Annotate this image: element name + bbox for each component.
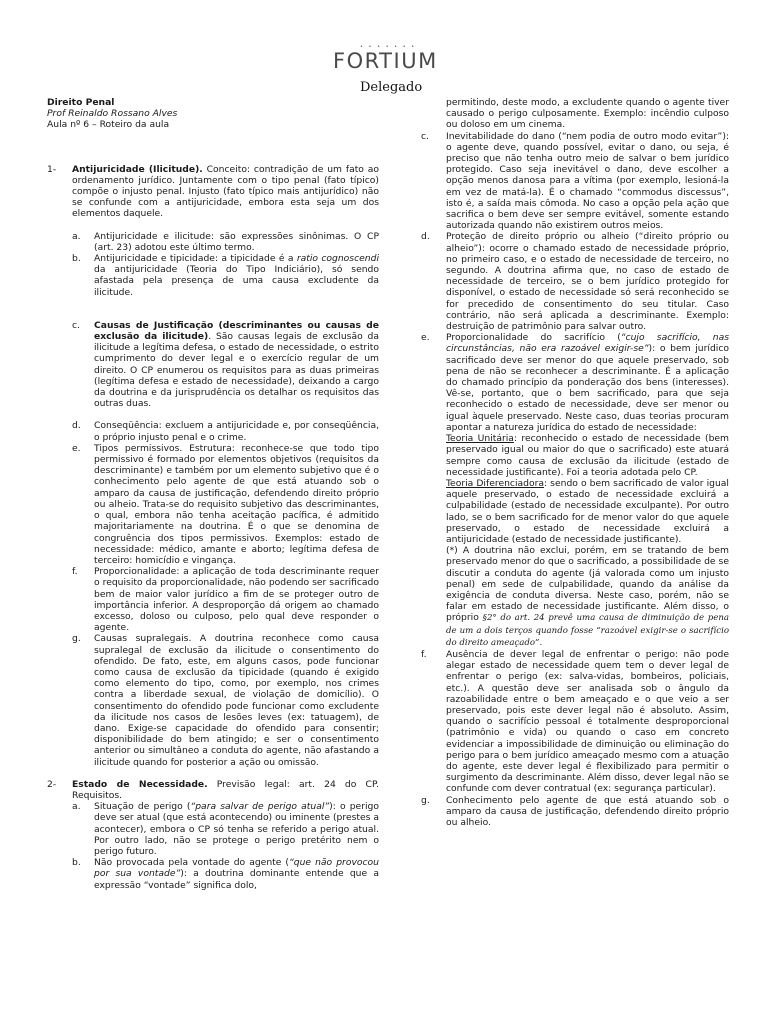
course-title: Direito Penal xyxy=(47,97,115,108)
item-letter: e. xyxy=(72,442,81,454)
text-part: Proporcionalidade do sacrifício ( xyxy=(446,332,621,344)
logo-tagline: • • • • • • • xyxy=(360,44,417,50)
left-column xyxy=(47,97,379,891)
theory-label: Teoria Unitária xyxy=(446,433,514,445)
note-text: (*) A doutrina não exclui, porém, em se tratando de bem preservado menor do que o sacrificado, a possibilidade de se discutir a conduta do agente (já valorada como um injusto penal) em sede de culpabilidade, quando da análise da exigência de conduta diversa. Neste caso, porém, não se falar em estado de necessidade justificante. Além disso, o próprio xyxy=(446,545,729,624)
text-bold: Causas de Justificação (descriminantes ou causas de exclusão da ilicitude) xyxy=(94,319,379,343)
list-item xyxy=(72,420,379,442)
item-letter: b. xyxy=(72,857,81,869)
item-text: Antijuricidade e ilicitude: são expressões sinônimas. O CP (art. 23) adotou este último termo. xyxy=(94,230,379,253)
item-letter: d. xyxy=(421,231,430,243)
list-item xyxy=(72,857,379,891)
item-text: Proteção de direito próprio ou alheio (“direito próprio ou alheio”): ocorre o chamado estado de necessidade próprio, no primeiro caso, e o estado de necessidade de terceiro, no segundo. A doutrina afirma que, no caso de estado de necessidade de terceiro, se o bem jurídico protegido for disponível, o estado de necessidade só será reconhecido se for precedido de consentimento do seu titular. Caso contrário, não será aplicada a descriminante. Exemplo: destruição de patrimônio para salvar outro. xyxy=(446,231,729,333)
text-part: Situação de perigo ( xyxy=(94,801,191,813)
item-letter: a. xyxy=(72,230,81,242)
item-letter: c. xyxy=(72,319,80,331)
item-letter: g. xyxy=(421,794,430,806)
list-item xyxy=(72,253,379,298)
list-item xyxy=(72,443,379,566)
section-title: Estado de Necessidade. xyxy=(72,778,208,790)
item-text xyxy=(94,857,379,891)
section-1 xyxy=(47,164,379,220)
theory-diferenciadora xyxy=(446,478,729,545)
text-part: da antijuricidade (Teoria do Tipo Indiciário), só sendo afastada pela presença de uma causa excludente da ilicitude. xyxy=(94,264,379,298)
item-letter: d. xyxy=(72,420,81,432)
text-italic: ratio cognoscendi xyxy=(296,253,379,265)
professor-name: Prof Reinaldo Rossano Alves xyxy=(47,108,178,120)
theory-text: : sendo o bem sacrificado de valor igual aquele preservado, o estado de necessidade excluirá a culpabilidade (estado de necessidade exculpante). Por outro lado, se o bem sacrificado for de menor valor do que aquele preservado, o estado de necessidade excluirá a antijuricidade (estado de necessidade justificante). xyxy=(446,477,729,545)
lesson-info: Aula nº 6 – Roteiro da aula xyxy=(47,119,170,131)
item-text: Conseqüência: excluem a antijuricidade e, por conseqüência, o próprio injusto penal e o crime. xyxy=(94,420,379,443)
document-subtitle: Delegado xyxy=(360,80,423,95)
text-part: Não provocada pela vontade do agente ( xyxy=(94,857,290,869)
fortium-logo: FORTIUM xyxy=(333,49,438,73)
item-letter: a. xyxy=(72,801,81,813)
item-letter: f. xyxy=(72,566,78,578)
theory-unitaria xyxy=(446,433,729,478)
text-part: ): o perigo deve ser atual (que está acontecendo) ou iminente (prestes a acontecer), embora o CP só tenha se referido a perigo atual. Por outro lado, não se protege o perigo pretérito nem o perigo futuro. xyxy=(94,801,379,857)
section-2 xyxy=(47,779,379,801)
list-item xyxy=(421,231,729,332)
list-item xyxy=(72,566,379,633)
item-letter: f. xyxy=(421,648,427,660)
item-letter: c. xyxy=(421,130,429,142)
text-italic: “cujo sacrifício, nas circunstâncias, não era razoável exigir-se” xyxy=(446,332,729,355)
list-item xyxy=(72,231,379,253)
item-text xyxy=(94,320,379,410)
list-item xyxy=(421,332,729,433)
section-number: 2- xyxy=(47,778,57,790)
section-title: Antijuricidade (Ilicitude). xyxy=(72,163,203,175)
text-italic: “para salvar de perigo atual” xyxy=(190,801,330,813)
list-item xyxy=(72,801,379,857)
list-item xyxy=(72,633,379,767)
right-column xyxy=(421,97,729,828)
item-letter: e. xyxy=(421,332,430,344)
item-text: Inevitabilidade do dano (“nem podia de outro modo evitar”): o agente deve, quando possível, evitar o dano, ou seja, é preciso que não tenha outro meio de salvar o bem jurídico protegido. Caso seja inevitável o dano, deve escolher a opção menos danosa para a vítima (por exemplo, lesioná-la em vez de matá-la). É o chamado “commodus discessus”, isto é, a saída mais cômoda. No caso a opção pela ação que sacrifica o bem deve ser sempre evitável, somente estando autorizada quando não existirem outros meios. xyxy=(446,130,729,232)
list-item xyxy=(421,795,729,829)
item-letter: b. xyxy=(72,253,81,265)
item-text: Conhecimento pelo agente de que está atuando sob o amparo da causa de justificação, defendendo direito próprio ou alheio. xyxy=(446,794,729,828)
theory-text: : reconhecido o estado de necessidade (bem preservado igual ou maior do que o sacrificado) este atuará sempre como causa de exclusão da ilicitude (estado de necessidade justificante). Foi a teoria adotada pelo CP. xyxy=(446,433,730,478)
item-text: Proporcionalidade: a aplicação de toda descriminante requer o requisito da proporcionalidade, não podendo ser sacrificado bem de maior valor jurídico a fim de se proteger outro de importância inferior. A desproporção dá origem ao chamado excesso, doloso ou culposo, pelo qual deve responder o agente. xyxy=(94,566,379,634)
list-item xyxy=(72,320,379,410)
item-text xyxy=(94,253,379,298)
item-text: Tipos permissivos. Estrutura: reconhece-se que todo tipo permissivo é formado por elementos objetivos (requisitos da descriminante) e também por um elemento subjetivo que é o conhecimento pelo agente de que está atuando sob o amparo da causa de justificação, defendendo direito próprio ou alheio. Trata-se do requisito subjetivo das descriminantes, o qual, embora não tenha aceitação pacífica, é admitido majoritariamente na doutrina. É o que se denomina de congruência dos tipos permissivos. Exemplos: estado de necessidade: médico, amante e aborto; legítima defesa de terceiro: homicídio e vingança. xyxy=(94,442,379,566)
text-part: ): a doutrina dominante entende que a expressão “vontade” significa dolo, xyxy=(94,868,379,891)
list-item xyxy=(421,649,729,795)
item-letter: g. xyxy=(72,633,81,645)
item-text xyxy=(94,801,379,857)
note-italic: §2° do art. 24 prevê uma causa de diminuição de pena de um a dois terços quando fosse “razoável exigir-se o sacrifício do direito ameaçado”. xyxy=(446,613,729,648)
section-text: Previsão legal: art. 24 do CP. Requisitos. xyxy=(72,778,379,801)
text-part: . São causas legais de exclusão da ilicitude a legítima defesa, o estado de necessidade, o estrito cumprimento do dever legal e o exercício regular de um direito. O CP enumerou os requisitos para as duas primeiras (legítima defesa e estado de necessidade), deixando a cargo da doutrina e da jurisprudência os detalhar os requisitos das outras duas. xyxy=(94,331,379,410)
text-part: Antijuricidade e tipicidade: a tipicidade é a xyxy=(94,253,297,265)
theory-label: Teoria Diferenciadora xyxy=(446,477,545,489)
continued-text: permitindo, deste modo, a excludente quando o agente tiver causado o perigo culposamente. Exemplo: incêndio culposo ou doloso em um cinema. xyxy=(446,97,729,131)
section-number: 1- xyxy=(47,163,57,175)
item-text: Causas supralegais. A doutrina reconhece como causa supralegal de exclusão da ilicitude o consentimento do ofendido. De fato, este, em alguns casos, pode funcionar como causa de exclusão da tipicidade (quando é exigido como elemento do tipo, como, por exemplo, nos crimes contra a liberdade sexual, de violação de domicílio). O consentimento do ofendido pode funcionar como excludente da ilicitude nos casos de lesões leves (ex: tatuagem), de dano. Exige-se capacidade do ofendido para consentir; disponibilidade do bem atingido; e ser o consentimento anterior ou simultâneo a conduta do agente, não afastando a ilicitude quando for posterior a ação ou omissão. xyxy=(94,633,379,768)
text-part: ): o bem jurídico sacrificado deve ser menor do que aquele preservado, sob pena de não se reconhecer a descriminante. É a aplicação do chamado princípio da ponderação dos bens (interesses). Vê-se, portanto, que o bem sacrificado, para que seja reconhecido o estado de necessidade, deve ser menor ou igual àquele preservado. Neste caso, duas teorias procuram apontar a natureza jurídica do estado de necessidade: xyxy=(446,343,729,433)
list-item xyxy=(421,131,729,232)
section-text: Conceito: contradição de um fato ao ordenamento jurídico. Juntamente com o tipo penal (fato típico) compõe o injusto penal. Injusto (fato típico mais antijurídico) não se confunde com a antijuricidade, embora esta seja um dos elementos daquele. xyxy=(72,163,380,220)
item-text xyxy=(446,332,729,433)
text-italic: “que não provocou por sua vontade” xyxy=(94,857,379,880)
item-text: Ausência de dever legal de enfrentar o perigo: não pode alegar estado de necessidade quem tem o dever legal de enfrentar o perigo (ex: salva-vidas, bombeiros, policiais, etc.). A questão deve ser analisada sob o ângulo da razoabilidade entre o bem ameaçado e o que veio a ser preservado, pois este dever legal não é absoluto. Assim, quando o sacrifício pessoal é totalmente desproporcional (patrimônio e vida) ou quando o caso em concreto evidenciar a impossibilidade de diminuição ou eliminação do perigo para o bem jurídico ameaçado mesmo com a atuação do agente, este dever legal é flexibilizado para permitir o surgimento da descriminante. Além disso, dever legal não se confunde com dever contratual (ex: segurança particular). xyxy=(446,648,729,795)
doctrine-note xyxy=(446,545,729,649)
